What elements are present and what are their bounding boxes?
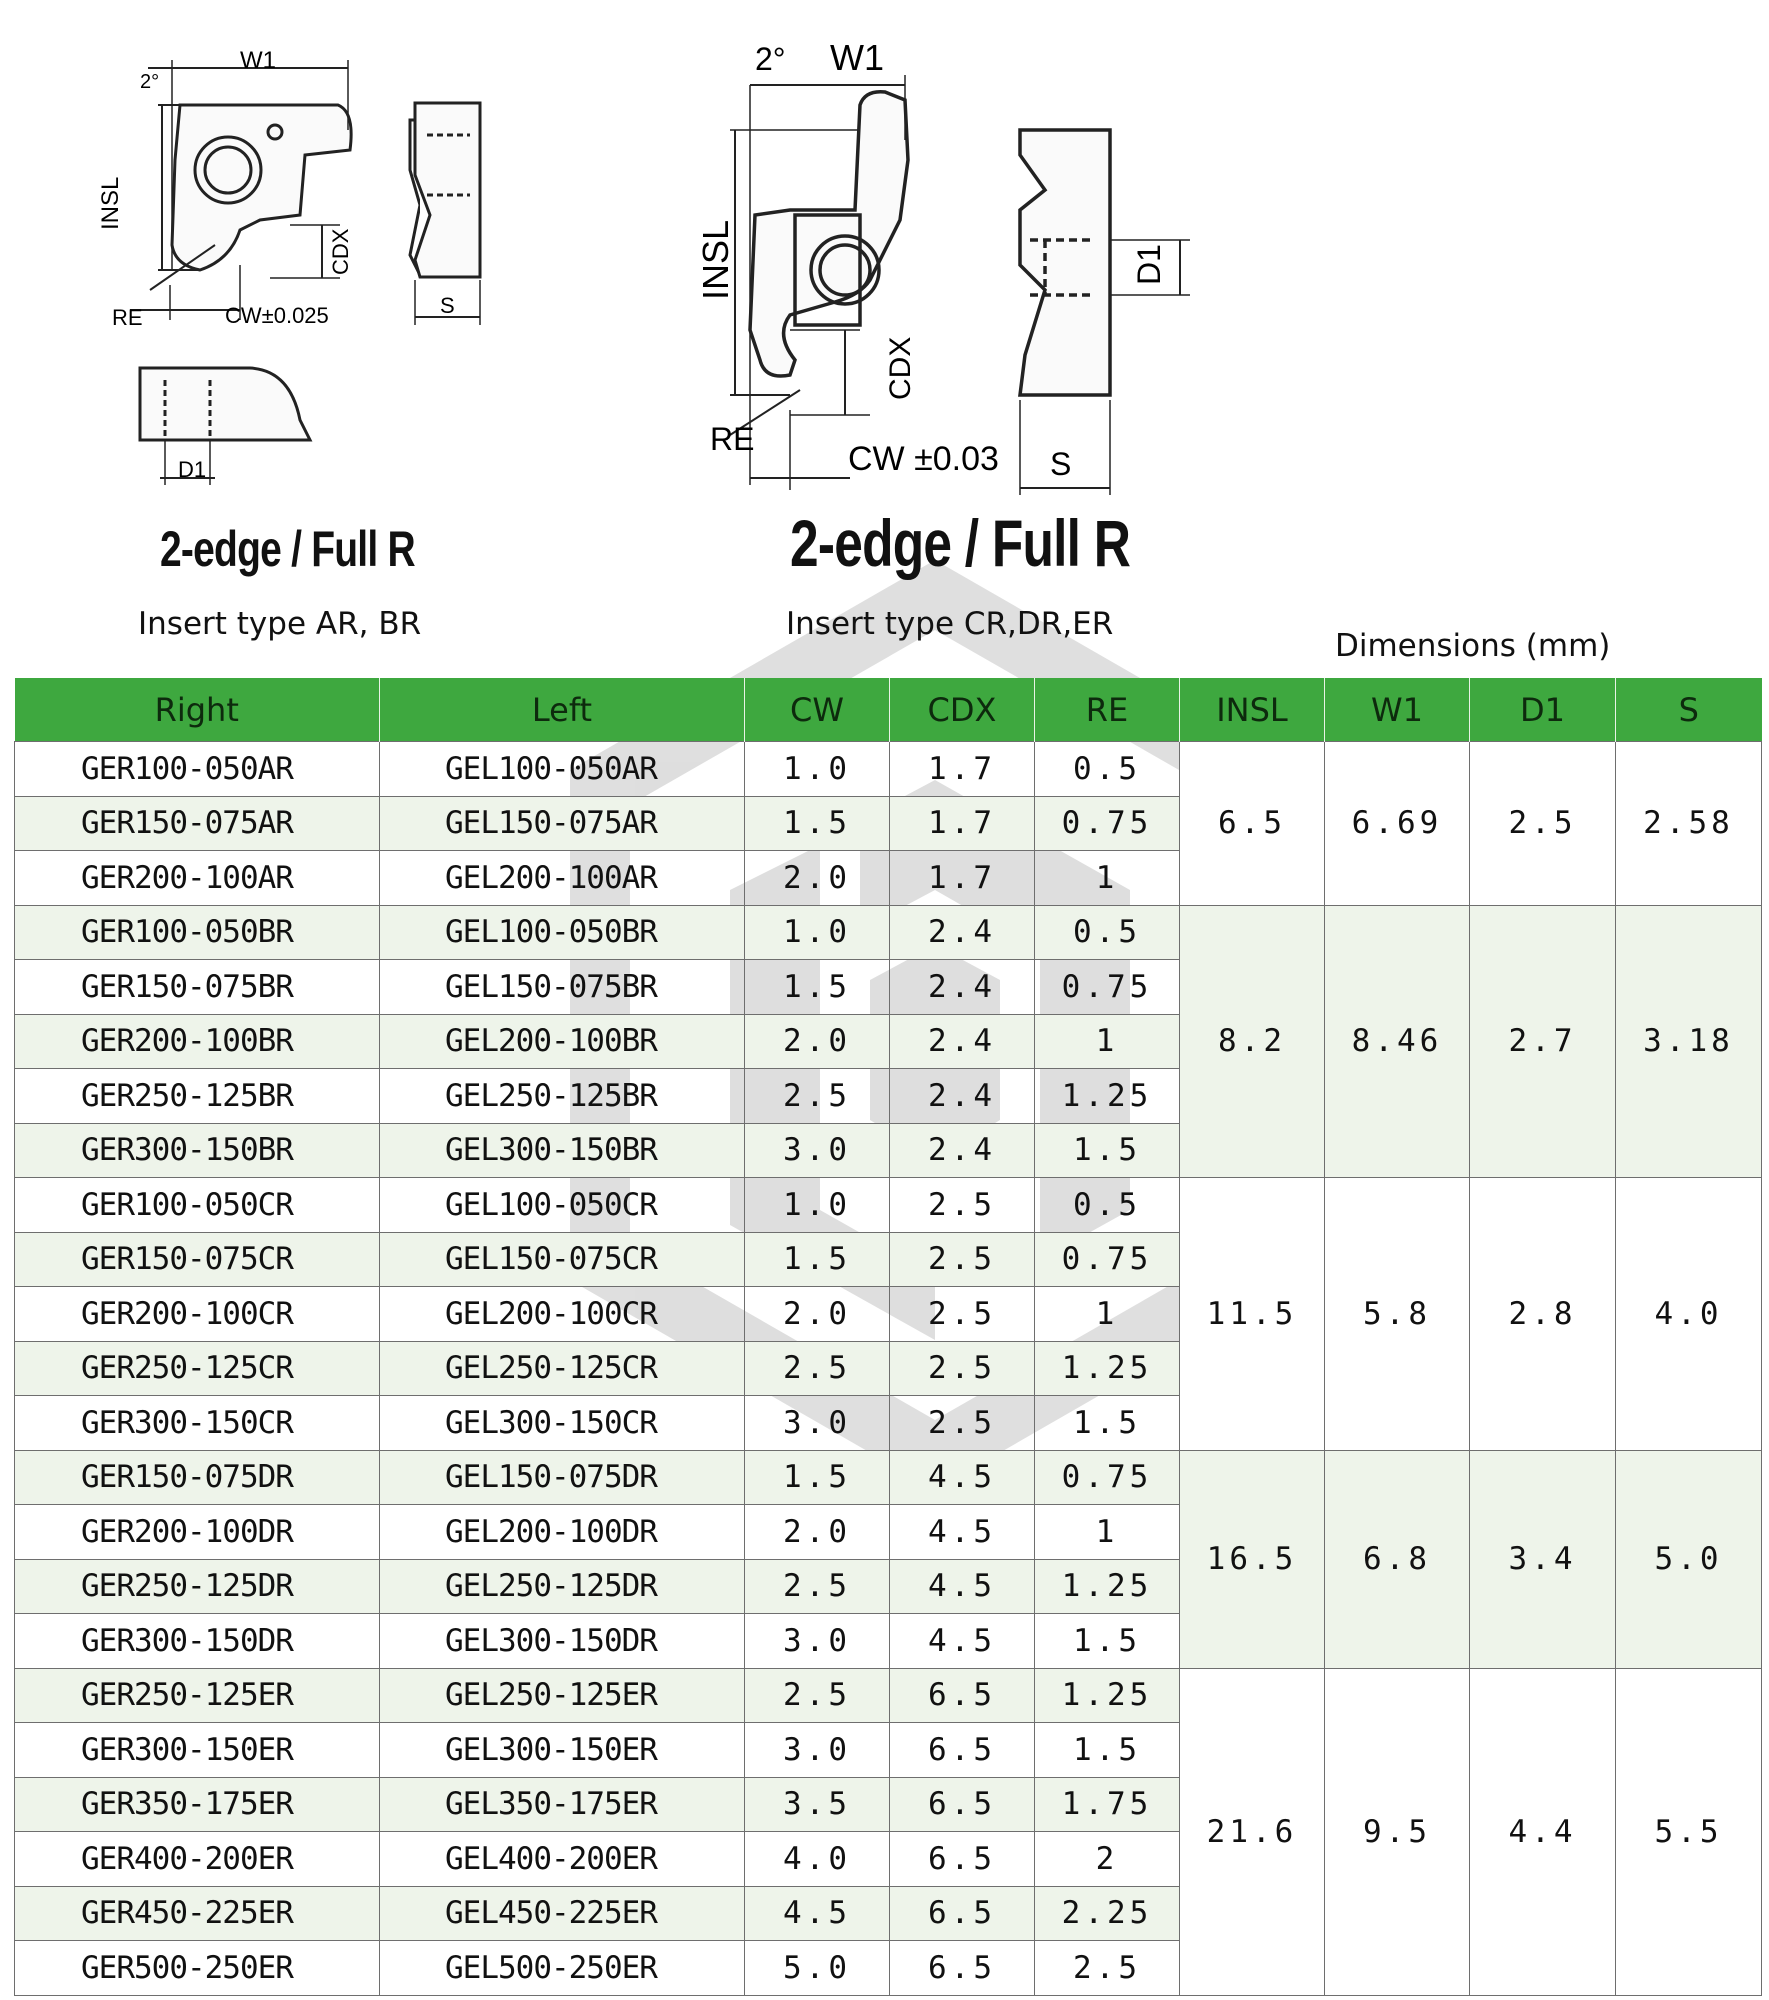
- cell-group-insl: 6.5: [1180, 742, 1325, 906]
- cell-left: GEL200-100CR: [380, 1287, 745, 1342]
- cell-re: 2.5: [1035, 1941, 1180, 1996]
- cell-group-w1: 9.5: [1325, 1668, 1470, 1995]
- dimensions-units-label: Dimensions (mm): [1335, 628, 1611, 664]
- table-row: [15, 742, 1762, 797]
- cell-left: GEL500-250ER: [380, 1941, 745, 1996]
- cell-right: GER250-125ER: [15, 1668, 380, 1723]
- diagram-title-2: 2-edge / Full R: [790, 506, 1131, 580]
- cell-cw: 3.0: [745, 1396, 890, 1451]
- cell-re: 1.5: [1035, 1123, 1180, 1178]
- cell-re: 1.25: [1035, 1341, 1180, 1396]
- header-cw: CW: [745, 678, 890, 742]
- insert-diagram-cr-dr-er: [690, 30, 1250, 500]
- cell-cdx: 2.4: [890, 905, 1035, 960]
- cell-cw: 2.0: [745, 1287, 890, 1342]
- cell-re: 2.25: [1035, 1886, 1180, 1941]
- cell-left: GEL450-225ER: [380, 1886, 745, 1941]
- cell-left: GEL250-125DR: [380, 1559, 745, 1614]
- header-left: Left: [380, 678, 745, 742]
- cell-cdx: 4.5: [890, 1559, 1035, 1614]
- cell-cdx: 2.4: [890, 1123, 1035, 1178]
- cell-cw: 1.0: [745, 742, 890, 797]
- table-row: [15, 1450, 1762, 1505]
- cell-cdx: 1.7: [890, 851, 1035, 906]
- cell-group-s: 2.58: [1616, 742, 1762, 906]
- label-w1: W1: [240, 47, 276, 74]
- table-row: [15, 1668, 1762, 1723]
- cell-re: 0.5: [1035, 742, 1180, 797]
- cell-right: GER150-075DR: [15, 1450, 380, 1505]
- cell-re: 1: [1035, 1287, 1180, 1342]
- cell-cdx: 2.5: [890, 1232, 1035, 1287]
- label-angle: 2°: [140, 71, 160, 93]
- label-insl: INSL: [97, 176, 124, 230]
- cell-cdx: 2.4: [890, 1069, 1035, 1124]
- cell-cw: 3.5: [745, 1777, 890, 1832]
- cell-group-w1: 8.46: [1325, 905, 1470, 1178]
- cell-group-d1: 2.7: [1470, 905, 1616, 1178]
- cell-left: GEL150-075BR: [380, 960, 745, 1015]
- diagram-subtitle-1: Insert type AR, BR: [138, 606, 422, 642]
- cell-re: 1.75: [1035, 1777, 1180, 1832]
- cell-right: GER100-050CR: [15, 1178, 380, 1233]
- cell-right: GER200-100DR: [15, 1505, 380, 1560]
- cell-re: 0.5: [1035, 905, 1180, 960]
- cell-group-d1: 4.4: [1470, 1668, 1616, 1995]
- cell-group-s: 4.0: [1616, 1178, 1762, 1451]
- cell-left: GEL350-175ER: [380, 1777, 745, 1832]
- label-re-2: RE: [710, 421, 755, 457]
- label-w1-2: W1: [830, 37, 884, 78]
- table-header-row: [15, 678, 1762, 742]
- cell-group-w1: 6.69: [1325, 742, 1470, 906]
- header-insl: INSL: [1180, 678, 1325, 742]
- cell-left: GEL300-150BR: [380, 1123, 745, 1178]
- cell-left: GEL200-100DR: [380, 1505, 745, 1560]
- cell-cdx: 6.5: [890, 1832, 1035, 1887]
- cell-cw: 1.5: [745, 1450, 890, 1505]
- cell-left: GEL400-200ER: [380, 1832, 745, 1887]
- cell-cw: 1.5: [745, 1232, 890, 1287]
- cell-cw: 3.0: [745, 1123, 890, 1178]
- cell-group-insl: 8.2: [1180, 905, 1325, 1178]
- label-d1-2: D1: [1131, 244, 1167, 285]
- cell-right: GER350-175ER: [15, 1777, 380, 1832]
- cell-left: GEL300-150CR: [380, 1396, 745, 1451]
- diagram-subtitle-2: Insert type CR,DR,ER: [786, 606, 1114, 642]
- cell-right: GER250-125CR: [15, 1341, 380, 1396]
- cell-left: GEL100-050AR: [380, 742, 745, 797]
- header-s: S: [1616, 678, 1762, 742]
- cell-cdx: 4.5: [890, 1450, 1035, 1505]
- cell-right: GER200-100AR: [15, 851, 380, 906]
- cell-re: 1.5: [1035, 1396, 1180, 1451]
- insert-diagram-ar-br: [90, 20, 420, 500]
- cell-re: 1: [1035, 851, 1180, 906]
- cell-re: 2: [1035, 1832, 1180, 1887]
- cell-re: 1.5: [1035, 1614, 1180, 1669]
- header-w1: W1: [1325, 678, 1470, 742]
- cell-cdx: 1.7: [890, 796, 1035, 851]
- cell-left: GEL300-150ER: [380, 1723, 745, 1778]
- cell-cdx: 6.5: [890, 1941, 1035, 1996]
- cell-re: 1.25: [1035, 1559, 1180, 1614]
- cell-cdx: 6.5: [890, 1777, 1035, 1832]
- cell-re: 1: [1035, 1505, 1180, 1560]
- cell-cw: 2.0: [745, 851, 890, 906]
- cell-group-d1: 3.4: [1470, 1450, 1616, 1668]
- diagram-title-1: 2-edge / Full R: [160, 521, 415, 577]
- cell-re: 0.75: [1035, 960, 1180, 1015]
- cell-cw: 1.0: [745, 905, 890, 960]
- cell-re: 0.75: [1035, 796, 1180, 851]
- label-re: RE: [112, 305, 143, 330]
- cell-cdx: 1.7: [890, 742, 1035, 797]
- cell-right: GER200-100CR: [15, 1287, 380, 1342]
- cell-cdx: 2.5: [890, 1396, 1035, 1451]
- label-d1: D1: [178, 457, 207, 482]
- cell-re: 0.75: [1035, 1450, 1180, 1505]
- cell-re: 1.25: [1035, 1069, 1180, 1124]
- cell-group-insl: 11.5: [1180, 1178, 1325, 1451]
- cell-cw: 1.5: [745, 796, 890, 851]
- cell-re: 1: [1035, 1014, 1180, 1069]
- cell-re: 0.5: [1035, 1178, 1180, 1233]
- label-s-2: S: [1050, 446, 1072, 482]
- label-cdx: CDX: [328, 228, 353, 275]
- label-cdx-2: CDX: [884, 336, 917, 400]
- table-row: [15, 905, 1762, 960]
- label-angle-2: 2°: [755, 41, 786, 77]
- cell-right: GER300-150BR: [15, 1123, 380, 1178]
- spec-table: [14, 678, 1762, 1996]
- header-re: RE: [1035, 678, 1180, 742]
- cell-cw: 3.0: [745, 1723, 890, 1778]
- cell-right: GER300-150DR: [15, 1614, 380, 1669]
- cell-group-s: 5.0: [1616, 1450, 1762, 1668]
- cell-right: GER250-125BR: [15, 1069, 380, 1124]
- cell-cw: 1.5: [745, 960, 890, 1015]
- header-d1: D1: [1470, 678, 1616, 742]
- cell-group-insl: 21.6: [1180, 1668, 1325, 1995]
- cell-right: GER400-200ER: [15, 1832, 380, 1887]
- cell-cdx: 6.5: [890, 1886, 1035, 1941]
- cell-right: GER500-250ER: [15, 1941, 380, 1996]
- insert-drawing-small: [90, 20, 420, 500]
- cell-cdx: 2.5: [890, 1287, 1035, 1342]
- cell-left: GEL250-125CR: [380, 1341, 745, 1396]
- header-right: Right: [15, 678, 380, 742]
- cell-cdx: 6.5: [890, 1668, 1035, 1723]
- cell-cw: 2.0: [745, 1014, 890, 1069]
- cell-group-d1: 2.5: [1470, 742, 1616, 906]
- cell-group-insl: 16.5: [1180, 1450, 1325, 1668]
- cell-right: GER100-050AR: [15, 742, 380, 797]
- cell-cw: 2.5: [745, 1069, 890, 1124]
- cell-re: 1.5: [1035, 1723, 1180, 1778]
- table-body: [15, 742, 1762, 1996]
- cell-right: GER150-075CR: [15, 1232, 380, 1287]
- cell-re: 0.75: [1035, 1232, 1180, 1287]
- cell-group-w1: 5.8: [1325, 1178, 1470, 1451]
- cell-cw: 2.5: [745, 1341, 890, 1396]
- cell-right: GER300-150CR: [15, 1396, 380, 1451]
- cell-cw: 1.0: [745, 1178, 890, 1233]
- label-s: S: [440, 293, 455, 318]
- cell-right: GER450-225ER: [15, 1886, 380, 1941]
- cell-cdx: 2.5: [890, 1341, 1035, 1396]
- cell-right: GER200-100BR: [15, 1014, 380, 1069]
- cell-cdx: 4.5: [890, 1614, 1035, 1669]
- cell-left: GEL150-075AR: [380, 796, 745, 851]
- cell-cw: 2.5: [745, 1668, 890, 1723]
- cell-cdx: 2.4: [890, 1014, 1035, 1069]
- cell-left: GEL250-125ER: [380, 1668, 745, 1723]
- cell-cdx: 2.4: [890, 960, 1035, 1015]
- label-cw-2: CW ±0.03: [848, 440, 999, 478]
- cell-right: GER300-150ER: [15, 1723, 380, 1778]
- cell-group-w1: 6.8: [1325, 1450, 1470, 1668]
- cell-cw: 3.0: [745, 1614, 890, 1669]
- cell-left: GEL200-100BR: [380, 1014, 745, 1069]
- cell-cw: 5.0: [745, 1941, 890, 1996]
- cell-group-s: 5.5: [1616, 1668, 1762, 1995]
- cell-left: GEL150-075CR: [380, 1232, 745, 1287]
- cell-right: GER150-075BR: [15, 960, 380, 1015]
- label-insl-2: INSL: [695, 219, 736, 300]
- cell-cdx: 6.5: [890, 1723, 1035, 1778]
- cell-right: GER250-125DR: [15, 1559, 380, 1614]
- cell-left: GEL150-075DR: [380, 1450, 745, 1505]
- header-cdx: CDX: [890, 678, 1035, 742]
- cell-cw: 4.0: [745, 1832, 890, 1887]
- cell-cw: 2.5: [745, 1559, 890, 1614]
- cell-group-s: 3.18: [1616, 905, 1762, 1178]
- table-row: [15, 1178, 1762, 1233]
- cell-right: GER150-075AR: [15, 796, 380, 851]
- cell-cw: 2.0: [745, 1505, 890, 1560]
- cell-cdx: 2.5: [890, 1178, 1035, 1233]
- insert-side-view-small: [405, 95, 495, 325]
- cell-left: GEL200-100AR: [380, 851, 745, 906]
- cell-left: GEL100-050BR: [380, 905, 745, 960]
- cell-left: GEL250-125BR: [380, 1069, 745, 1124]
- cell-left: GEL300-150DR: [380, 1614, 745, 1669]
- label-cw: CW±0.025: [225, 303, 329, 328]
- cell-left: GEL100-050CR: [380, 1178, 745, 1233]
- cell-cw: 4.5: [745, 1886, 890, 1941]
- cell-right: GER100-050BR: [15, 905, 380, 960]
- cell-cdx: 4.5: [890, 1505, 1035, 1560]
- cell-group-d1: 2.8: [1470, 1178, 1616, 1451]
- cell-re: 1.25: [1035, 1668, 1180, 1723]
